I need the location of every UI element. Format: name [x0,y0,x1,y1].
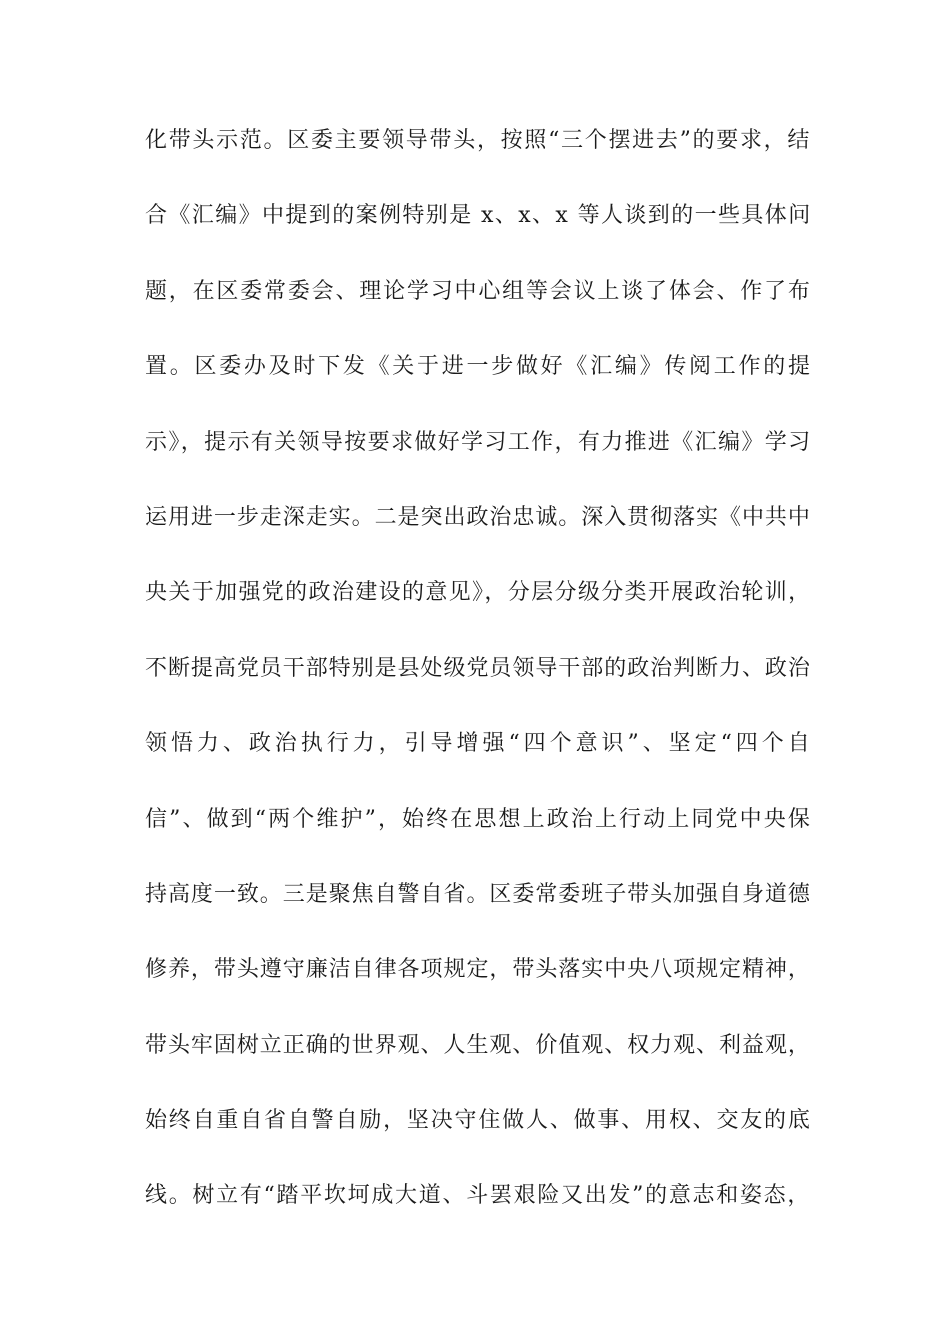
text-line: 置。区委办及时下发《关于进一步做好《汇编》传阅工作的提 [145,354,813,380]
text-line: 合《汇编》中提到的案例特别是 x、x、x 等人谈到的一些具体问 [145,203,812,229]
text-line: 带头牢固树立正确的世界观、人生观、价值观、权力观、利益观， [145,1032,811,1058]
body-paragraph [145,118,814,1249]
text-line: 信”、做到“两个维护”，始终在思想上政治上行动上同党中央保 [145,806,812,832]
text-line: 化带头示范。区委主要领导带头，按照“三个摆进去”的要求，结 [145,128,812,153]
text-line: 线。树立有“踏平坎坷成大道、斗罢艰险又出发”的意志和姿态， [145,1183,812,1209]
text-line: 修养，带头遵守廉洁自律各项规定，带头落实中央八项规定精神， [145,957,811,983]
text-line: 央关于加强党的政治建设的意见》，分层分级分类开展政治轮训， [145,580,812,606]
text-line: 始终自重自省自警自励，坚决守住做人、做事、用权、交友的底 [145,1108,812,1134]
text-line: 题，在区委常委会、理论学习中心组等会议上谈了体会、作了布 [145,278,812,304]
text-line: 领悟力、政治执行力，引导增强“四个意识”、坚定“四个自 [145,731,814,757]
text-line: 持高度一致。三是聚焦自警自省。区委常委班子带头加强自身道德 [145,881,811,907]
text-line: 运用进一步走深走实。二是突出政治忠诚。深入贯彻落实《中共中 [145,504,811,530]
text-line: 不断提高党员干部特别是县处级党员领导干部的政治判断力、政治 [145,655,811,681]
text-line: 示》，提示有关领导按要求做好学习工作，有力推进《汇编》学习 [145,429,812,455]
